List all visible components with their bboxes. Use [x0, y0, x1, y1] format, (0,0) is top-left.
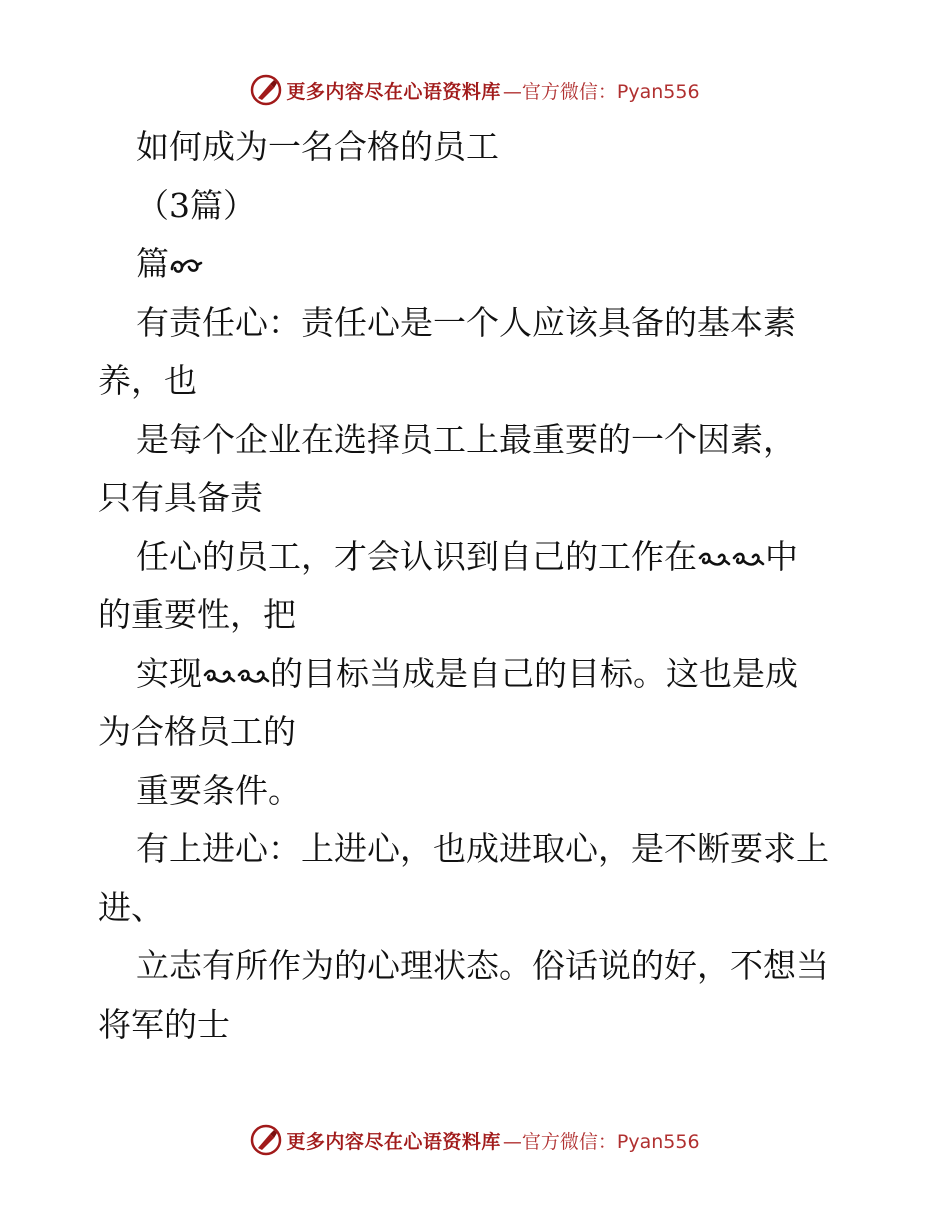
ornament-icon [731, 548, 765, 570]
line-text: 任心的员工，才会认识到自己的工作在 [136, 537, 697, 576]
doc-title: 如何成为一名合格的员工 [136, 127, 499, 166]
paragraph-line: 重要条件。 [136, 771, 301, 810]
paragraph-line: 只有具备责 [98, 478, 263, 517]
banner-text: 更多内容尽在心语资料库 [286, 80, 501, 103]
paragraph-line: 将军的士 [98, 1005, 230, 1044]
paragraph-line [0, 537, 950, 577]
paragraph-line: 进、 [98, 888, 164, 927]
banner-wechat: —官方微信：Pyan556 [502, 80, 700, 103]
pen-nib-logo-icon [250, 74, 282, 106]
header-banner [0, 70, 950, 110]
ornament-icon [236, 665, 270, 687]
line-text: 的目标当成是自己的目标。这也是成 [270, 654, 798, 693]
paragraph-line: 养，也 [98, 361, 197, 400]
section-heading [0, 244, 950, 284]
ornament-icon [697, 548, 731, 570]
paragraph-line: 立志有所作为的心理状态。俗话说的好，不想当 [136, 946, 829, 985]
paragraph-line: 的重要性，把 [98, 595, 296, 634]
footer-banner [0, 1120, 950, 1160]
line-text: 实现 [136, 654, 202, 693]
banner-wechat: —官方微信：Pyan556 [502, 1130, 700, 1153]
paragraph-line: 有责任心：责任心是一个人应该具备的基本素 [136, 303, 796, 342]
paragraph-line: 是每个企业在选择员工上最重要的一个因素， [136, 420, 796, 459]
doc-subtitle: （3篇） [136, 186, 256, 225]
line-text: 中 [765, 537, 798, 576]
pen-nib-logo-icon [250, 1124, 282, 1156]
section-label: 篇 [136, 244, 169, 283]
paragraph-line: 有上进心：上进心，也成进取心，是不断要求上 [136, 829, 829, 868]
ornament-icon [169, 255, 203, 277]
banner-text: 更多内容尽在心语资料库 [286, 1130, 501, 1153]
paragraph-line: 为合格员工的 [98, 712, 296, 751]
paragraph-line [0, 654, 950, 694]
ornament-icon [202, 665, 236, 687]
